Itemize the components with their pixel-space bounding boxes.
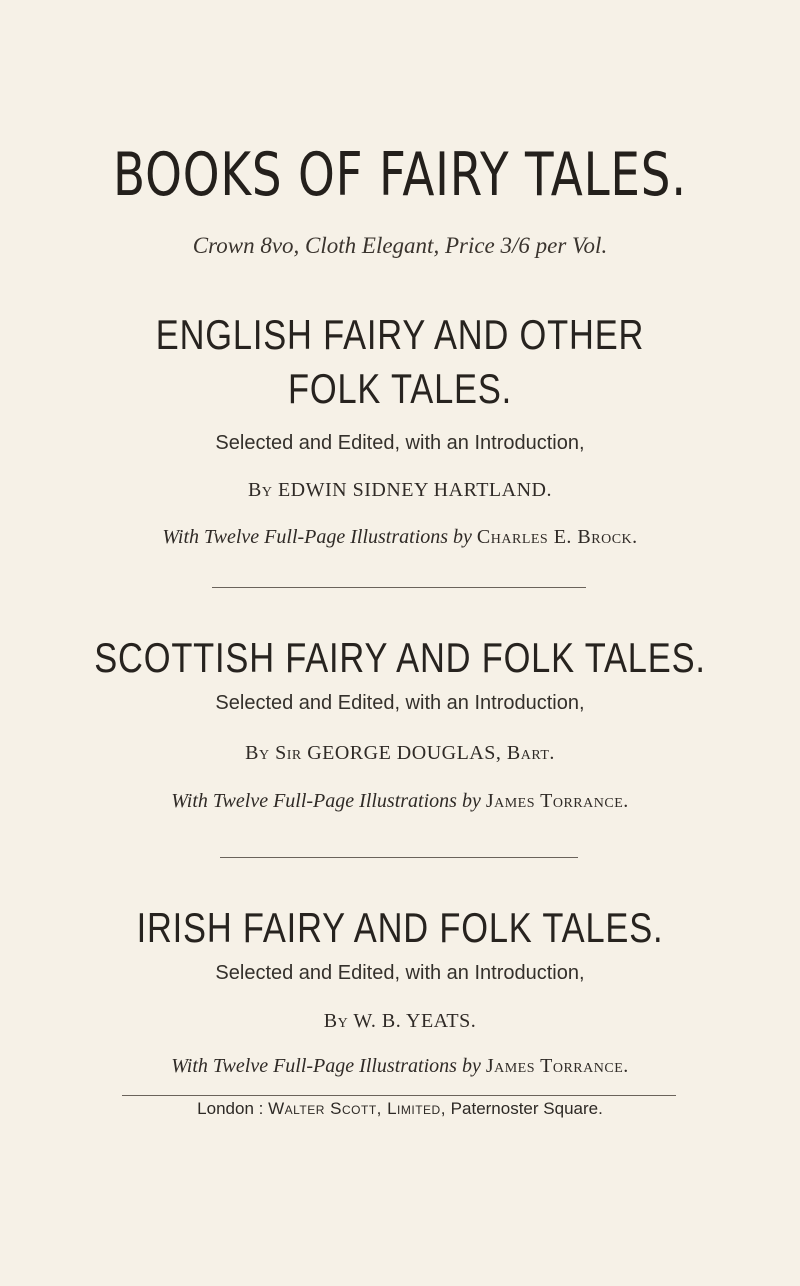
book-illustrator: James Torrance. [485, 790, 629, 812]
footer-rule [122, 1095, 676, 1096]
publisher-address: Paternoster Square. [450, 1099, 603, 1118]
byline-prefix: By Sir [245, 742, 302, 764]
book-author: W. B. YEATS. [353, 1010, 477, 1032]
book-illustrations-line [0, 790, 800, 813]
book-illustrator: Charles E. Brock. [476, 526, 638, 548]
illustrations-text: With Twelve Full-Page Illustrations by [171, 790, 481, 812]
book-selected-line: Selected and Edited, with an Introduction, [215, 962, 585, 984]
book-title-line-2: FOLK TALES. [287, 365, 513, 412]
footer-prefix: London : [197, 1099, 264, 1118]
book-selected-line: Selected and Edited, with an Introduction, [215, 692, 585, 714]
book-byline [0, 742, 800, 765]
byline-prefix: By [323, 1010, 349, 1032]
book-selected-line: Selected and Edited, with an Introduction, [215, 432, 585, 454]
illustrations-text: With Twelve Full-Page Illustrations by [171, 1055, 481, 1077]
publisher-footer [0, 1099, 800, 1119]
book-title-line-1: IRISH FAIRY AND FOLK TALES. [136, 904, 664, 951]
book-author: GEORGE DOUGLAS, [307, 742, 502, 764]
price-line: Crown 8vo, Cloth Elegant, Price 3/6 per Vol. [192, 233, 608, 258]
book-illustrations-line [0, 526, 800, 549]
book-illustrator: James Torrance. [485, 1055, 629, 1077]
book-title-line-1: SCOTTISH FAIRY AND FOLK TALES. [94, 634, 706, 681]
page-title: BOOKS OF FAIRY TALES. [113, 140, 687, 210]
publisher-name: Walter Scott, Limited, [268, 1099, 446, 1118]
illustrations-text: With Twelve Full-Page Illustrations by [162, 526, 472, 548]
book-title-line-1: ENGLISH FAIRY AND OTHER [155, 311, 645, 358]
book-byline [0, 1010, 800, 1033]
book-illustrations-line [0, 1055, 800, 1078]
author-suffix: Bart. [506, 742, 555, 764]
divider-rule [212, 587, 586, 588]
book-author: EDWIN SIDNEY HARTLAND. [277, 479, 552, 501]
divider-rule [220, 857, 578, 858]
book-byline [0, 479, 800, 502]
byline-prefix: By [248, 479, 273, 501]
